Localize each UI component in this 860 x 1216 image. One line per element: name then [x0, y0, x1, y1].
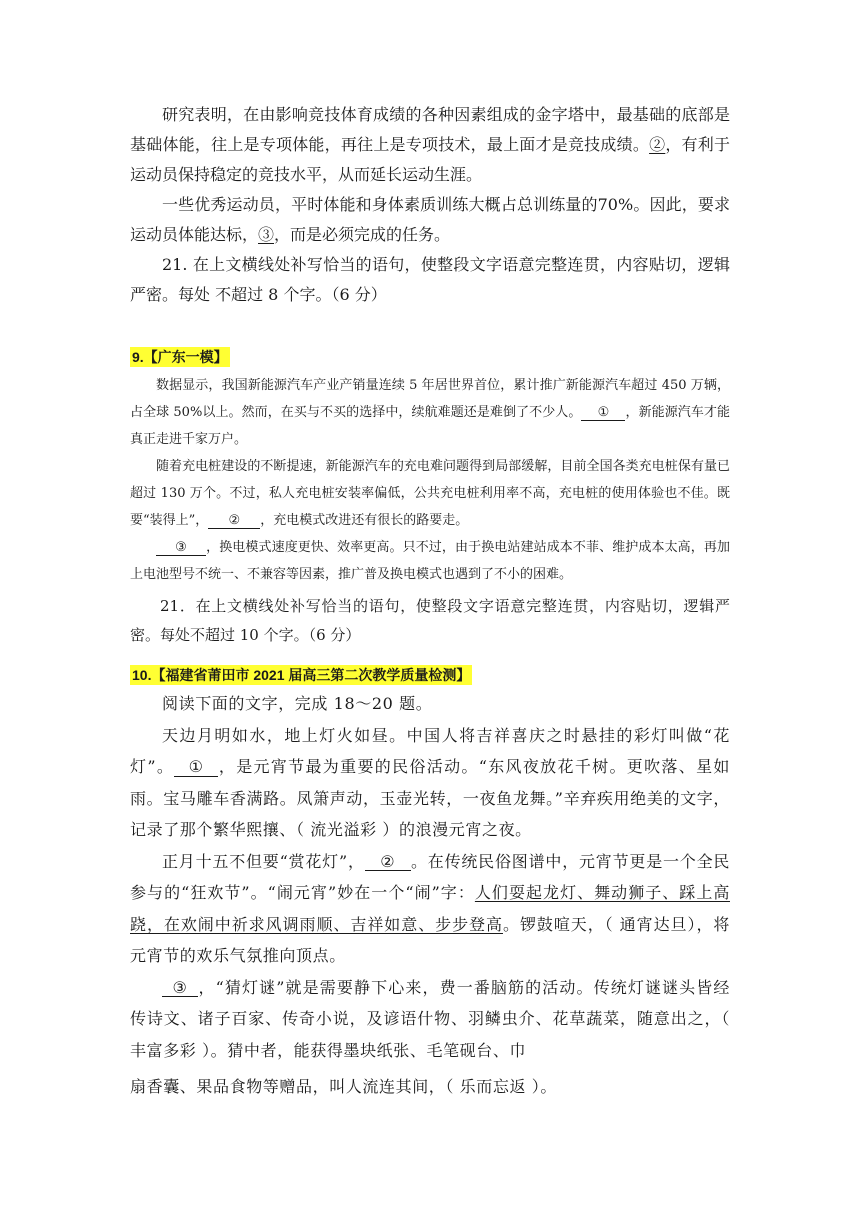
- paragraph-continuation: 扇香囊、果品食物等赠品，叫人流连其间，（ 乐而忘返 ）。: [130, 1077, 557, 1096]
- paragraph-text: ，换电模式速度更快、效率更高。只不过，由于换电站建站成本不菲、维护成本太高，再加上电池型号不统一、不兼容等因素，推广普及换电模式也遇到了不小的困难。: [130, 540, 730, 582]
- paragraph: [130, 372, 730, 453]
- paragraph-text: 一些优秀运动员，平时体能和身体素质训练大概占总训练量的70%。因此，要求运动员体能达标，: [130, 195, 730, 244]
- question-text: 21. 在上文横线处补写恰当的语句，使整段文字语意完整连贯，内容贴切，逻辑严密。每处 不超过 8 个字。（6 分）: [130, 255, 730, 304]
- paragraph-text: ，新能源汽车才能真正走进千家万户。: [130, 405, 730, 447]
- paragraph-text: ，是元宵节最为重要的民俗活动。“东风夜放花千树。更吹落、星如雨。宝马雕车香满路。凤箫声动，玉壶光转，一夜鱼龙舞。”辛弃疾用绝美的文字，记录了那个繁华熙攘、（ 流光溢彩 ）的浪漫元宵之夜。: [130, 757, 730, 839]
- paragraph-text: 。在传统民俗图谱中，元宵节更是一个全民参与的“狂欢节”。“闹元宵”妙在一个“闹”字：: [130, 851, 730, 902]
- paragraph: [130, 100, 730, 190]
- blank-marker: ③: [258, 225, 275, 244]
- paragraph: [130, 534, 730, 588]
- paragraph: [130, 453, 730, 534]
- blank-1: ①: [581, 406, 625, 421]
- paragraph: [130, 190, 730, 250]
- section-heading-label: 10.【福建省莆田市 2021 届高三第二次教学质量检测】: [132, 667, 471, 683]
- blank-2: ②: [208, 514, 260, 529]
- paragraph: [130, 972, 730, 1067]
- paragraph: [130, 720, 730, 846]
- section-heading-2: [130, 347, 730, 368]
- passage-section-2: [130, 372, 730, 650]
- blank-2: ②: [365, 853, 411, 872]
- blank-3: ③: [162, 979, 198, 998]
- underlined-sentence: 人们耍起龙灯、舞动狮子、踩上高跷，在欢闹中祈求风调雨顺、吉祥如意、步步登高: [130, 883, 730, 934]
- paragraph-text: ，充电模式改进还有很长的路要走。: [260, 513, 469, 528]
- paragraph-text: 。锣鼓喧天，（ 通宵达旦），将元宵节的欢乐气氛推向顶点。: [130, 914, 730, 965]
- paragraph-text: 天边月明如水，地上灯火如昼。中国人将吉祥喜庆之时悬挂的彩灯叫做“花灯”。: [130, 725, 730, 776]
- paragraph-text: 正月十五不但要“赏花灯”，: [162, 851, 365, 871]
- section-heading-3: [130, 665, 730, 686]
- paragraph-text: ，“猜灯谜”就是需要静下心来，费一番脑筋的活动。传统灯谜谜头皆经传诗文、诸子百家、传奇小说，及谚语什物、羽鳞虫介、花草蔬菜，随意出之，（ 丰富多彩 ）。猜中者，能获得墨块纸张、毛笔砚台、巾: [130, 977, 730, 1060]
- paragraph: [130, 846, 730, 972]
- paragraph-text: 数据显示，我国新能源汽车产业产销量连续 5 年居世界首位，累计推广新能源汽车超过 450 万辆，占全球 50%以上。然而，在买与不买的选择中，续航难题还是难倒了不少人。: [130, 378, 730, 420]
- paragraph-text: ，而是必须完成的任务。: [274, 225, 451, 244]
- paragraph-text: 研究表明，在由影响竞技体育成绩的各种因素组成的金字塔中，最基础的底部是基础体能，往上是专项体能，再往上是专项技术，最上面才是竞技成绩。: [130, 105, 730, 154]
- paragraph-text: 随着充电桩建设的不断提速，新能源汽车的充电难问题得到局部缓解，目前全国各类充电桩保有量已超过 130 万个。不过，私人充电桩安装率偏低，公共充电桩利用率不高，充电桩的使用体验也不佳。既要“装得上”，: [130, 459, 730, 528]
- blank-1: ①: [174, 758, 218, 777]
- question-text: 21．在上文横线处补写恰当的语句，使整段文字语意完整连贯，内容贴切，逻辑严密。每处不超过 10 个字。（6 分）: [130, 597, 730, 644]
- passage-section-3: [130, 688, 730, 1106]
- paragraph-text: ，有利于运动员保持稳定的竞技水平，从而延长运动生涯。: [130, 135, 730, 184]
- section-heading-label: 9.【广东一模】: [132, 349, 228, 365]
- blank-3: ③: [156, 541, 206, 556]
- blank-marker: ②: [649, 135, 666, 154]
- intro-text: 阅读下面的文字，完成 18～20 题。: [162, 694, 433, 713]
- passage-section-1: [130, 100, 730, 310]
